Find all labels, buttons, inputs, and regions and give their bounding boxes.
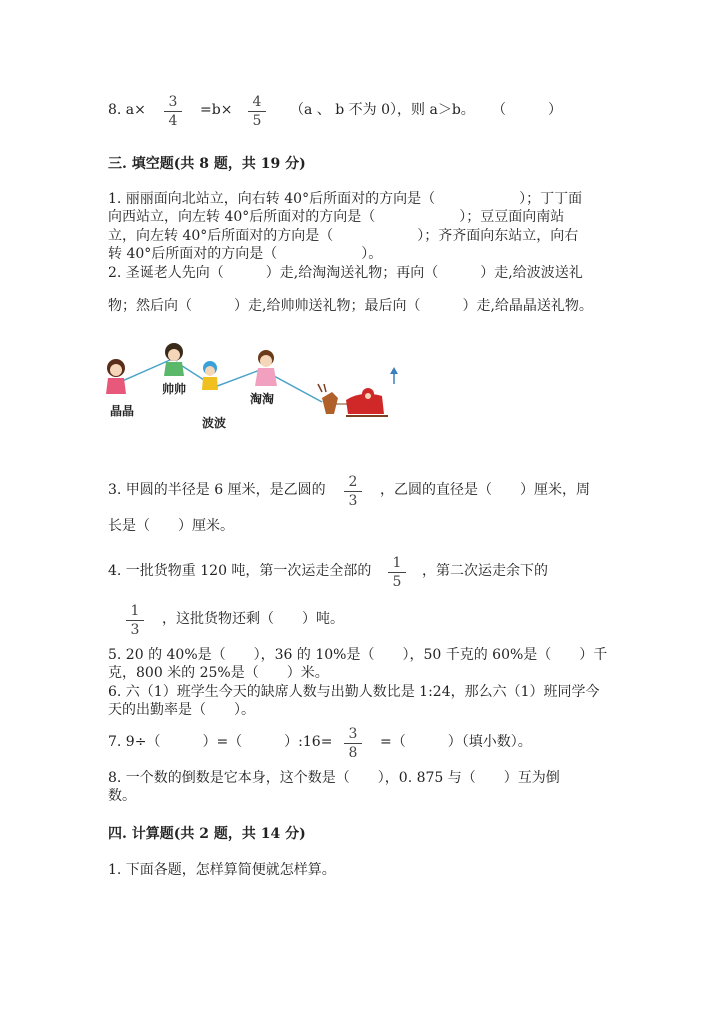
- calc-q1: 1. 下面各题，怎样算简便就怎样算。: [108, 862, 336, 878]
- q6-line-1: 6. 六（1）班学生今天的缺席人数与出勤人数比是 1:24，那么六（1）班同学今: [108, 684, 600, 700]
- label-jingjing: 晶晶: [110, 404, 135, 418]
- fraction-one-third: [126, 603, 144, 638]
- q3-part-c: 长是（ ）厘米。: [108, 518, 234, 534]
- taotao-icon: [255, 350, 277, 386]
- fraction-three-fourths: [164, 94, 182, 129]
- bobo-icon: [202, 361, 218, 390]
- fraction-bar: [164, 111, 182, 112]
- north-arrow-icon: [390, 367, 398, 384]
- fraction-four-fifths: [248, 94, 266, 129]
- q8-line-2: 数。: [108, 788, 136, 804]
- q7-part-b: =（ ）（填小数）。: [380, 734, 532, 750]
- q1-line-1: 1. 丽丽面向北站立，向右转 40°后所面对的方向是（ ）；丁丁面: [108, 191, 583, 207]
- fraction-bar: [126, 620, 144, 621]
- fraction-bar: [388, 572, 406, 573]
- path-line: [120, 360, 170, 382]
- numerator: 1: [392, 555, 402, 571]
- shuaishuai-icon: [164, 343, 184, 376]
- q5-line-2: 克，800 米的 25%是（ ）米。: [108, 665, 329, 681]
- denominator: 3: [348, 493, 358, 509]
- q8-top-part-b: =b×: [200, 102, 233, 118]
- fraction-bar: [344, 743, 362, 744]
- q4-part-b: ，第二次运走余下的: [422, 563, 548, 579]
- section-three-heading: 三. 填空题(共 8 题，共 19 分): [108, 156, 306, 172]
- numerator: 2: [348, 474, 358, 490]
- q7-part-a: 7. 9÷（ ）=（ ）:16=: [108, 734, 333, 750]
- numerator: 4: [252, 94, 262, 110]
- section-four-heading: 四. 计算题(共 2 题，共 14 分): [108, 826, 306, 842]
- santa-sleigh-icon: [318, 384, 388, 416]
- numerator: 3: [348, 726, 358, 742]
- path-line: [274, 376, 322, 402]
- denominator: 8: [348, 745, 358, 761]
- numerator: 3: [168, 94, 178, 110]
- jingjing-icon: [106, 359, 126, 394]
- q3-part-a: 3. 甲圆的半径是 6 厘米，是乙圆的: [108, 482, 326, 498]
- fraction-two-thirds: [344, 474, 362, 509]
- path-line: [212, 370, 260, 388]
- label-shuaishuai: 帅帅: [162, 382, 187, 396]
- label-bobo: 波波: [202, 416, 227, 430]
- q4-part-a: 4. 一批货物重 120 吨，第一次运走全部的: [108, 563, 372, 579]
- q3-part-b: ，乙圆的直径是（ ）厘米，周: [380, 482, 590, 498]
- q4-part-c: ，这批货物还剩（ ）吨。: [162, 611, 344, 627]
- q2-line-2: 物；然后向（ ）走,给帅帅送礼物；最后向（ ）走,给晶晶送礼物。: [108, 298, 593, 314]
- direction-figure: [100, 340, 410, 440]
- fraction-bar: [344, 491, 362, 492]
- denominator: 3: [130, 622, 140, 638]
- q6-line-2: 天的出勤率是（ ）。: [108, 702, 255, 718]
- fraction-one-fifth: [388, 555, 406, 590]
- q5-line-1: 5. 20 的 40%是（ ），36 的 10%是（ ），50 千克的 60%是（ ）千: [108, 647, 608, 663]
- fraction-three-eighths: [344, 726, 362, 761]
- q1-line-2: 向西站立，向左转 40°后所面对的方向是（ ）；豆豆面向南站: [108, 209, 565, 225]
- q1-line-3: 立，向左转 40°后所面对的方向是（ ）；齐齐面向东站立，向右: [108, 228, 579, 244]
- denominator: 5: [392, 574, 402, 590]
- q8-top-part-c: （a 、 b 不为 0），则 a＞b。: [290, 102, 475, 118]
- denominator: 4: [168, 113, 178, 129]
- fraction-bar: [248, 111, 266, 112]
- q8-line-1: 8. 一个数的倒数是它本身，这个数是（ ），0. 875 与（ ）互为倒: [108, 770, 560, 786]
- denominator: 5: [252, 113, 262, 129]
- q8-top-part-a: 8. a×: [108, 102, 146, 118]
- q2-line-1: 2. 圣诞老人先向（ ）走,给淘淘送礼物；再向（ ）走,给波波送礼: [108, 265, 583, 281]
- label-taotao: 淘淘: [250, 392, 275, 406]
- numerator: 1: [130, 603, 140, 619]
- q1-line-4: 转 40°后所面对的方向是（ ）。: [108, 246, 383, 262]
- q8-top-answer-blank: （ ）: [492, 102, 562, 118]
